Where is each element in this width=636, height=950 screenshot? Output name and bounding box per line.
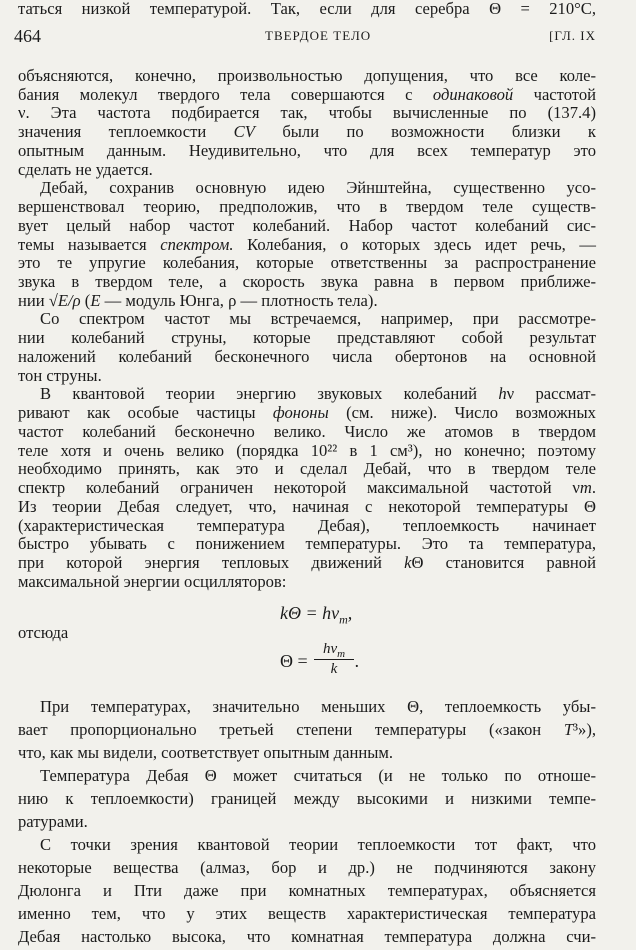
fraction-numerator: $h\nu_m$ — [322, 641, 346, 660]
text-line: что, как мы видели, соответствует опытным данным. — [18, 743, 394, 762]
text-line: быстро убывать с понижением температуры. Это та температура, — [18, 534, 596, 554]
italic-fragment: k — [404, 552, 412, 572]
text-line: ν. Эта частота подбирается так, чтобы вычисленные по (137.4) — [18, 103, 596, 123]
text-line: (характеристическая температура Дебая), теплоемкость начинает — [18, 515, 596, 535]
text-line: вает пропорционально третьей степени температуры («закон T³»), — [18, 720, 596, 739]
italic-fragment: E/ρ — [57, 290, 81, 310]
text-line: Из теории Дебая следует, что, начиная с некоторой температуры Θ — [18, 496, 596, 516]
text-line: звука в твердом теле, а скорость звука равна в первом приближе- — [18, 272, 596, 292]
text-line: тон струны. — [18, 365, 102, 385]
text-line: опытным данным. Неудивительно, что для всех температур это — [18, 140, 596, 160]
text-line: нию к теплоемкости) границей между высокими и низкими темпе- — [18, 789, 596, 808]
italic-fragment: C — [233, 122, 245, 142]
text-line: теле хотя и очень велико (порядка 10²² в 1 см³), но конечно; поэтому — [18, 440, 596, 460]
text-line: ривают как особые частицы фононы (см. ниже). Число возможных — [18, 403, 596, 423]
text-line: именно тем, что у этих веществ характеристическая температура — [18, 904, 596, 923]
text-line: сделать не удается. — [18, 159, 153, 179]
text-line: Со спектром частот мы встречаемся, например, при рассмотре- — [40, 309, 596, 329]
text-line: С точки зрения квантовой теории теплоемкости тот факт, что — [40, 835, 596, 854]
text-line: Дебай, сохранив основную идею Эйнштейна, существенно усо- — [40, 178, 596, 198]
text-line: максимальной энергии осцилляторов: — [18, 571, 287, 591]
text-line: нии колебаний струны, которые представляют собой результат — [18, 328, 596, 348]
equation-subscript: m — [339, 612, 348, 627]
chapter-label: [ГЛ. IX — [549, 28, 596, 43]
text-line: темы называется спектром. Колебания, о которых здесь идет речь, — — [18, 234, 596, 254]
text-line: спектр колебаний ограничен некоторой максимальной частотой νm. — [18, 478, 596, 498]
italic-fragment: h — [498, 384, 507, 404]
text-line: необходимо принять, как это и сделал Дебай, что в твердом теле — [18, 459, 596, 479]
text-line: вершенствовал теорию, предположив, что в твердом теле существ- — [18, 197, 596, 217]
text-line: вует целый набор частот колебаний. Набор частот колебаний сис- — [18, 215, 596, 235]
fraction-denominator: k — [330, 661, 338, 677]
text-line: нии √E/ρ (E — модуль Юнга, ρ — плотность тела). — [18, 290, 378, 310]
text-line: частот колебаний бесконечно велико. Число же атомов в твердом — [18, 421, 596, 441]
italic-fragment: E — [90, 290, 101, 310]
equation-subscript: m — [337, 648, 346, 660]
text-line: При температурах, значительно меньших Θ, теплоемкость убы- — [40, 697, 596, 716]
page-number: 464 — [14, 26, 41, 46]
text-line: некоторые вещества (алмаз, бор и др.) не подчиняются закону — [18, 858, 596, 877]
equation-fraction — [314, 640, 354, 678]
equation-energy: $k\Theta = h\nu_m$, — [280, 603, 353, 627]
text-line: при которой энергия тепловых движений kΘ становится равной — [18, 552, 596, 572]
italic-fragment: спектром. — [160, 234, 234, 254]
text-line: объясняются, конечно, произвольностью допущения, что все коле- — [18, 66, 596, 85]
equation-theta-lhs: Θ = — [280, 651, 308, 671]
text-line: это те упругие колебания, которые ответственны за распространение — [18, 253, 596, 273]
text-line: Дюлонга и Пти даже при комнатных температурах, объясняется — [18, 881, 596, 900]
text-line: таться низкой температурой. Так, если для серебра Θ = 210°C, — [18, 0, 596, 18]
italic-fragment: фононы — [272, 403, 329, 423]
running-title: ТВЕРДОЕ ТЕЛО — [265, 28, 372, 43]
text-line: ратурами. — [18, 812, 88, 831]
page-header — [14, 26, 596, 46]
word-otsyuda: отсюда — [18, 623, 69, 642]
italic-fragment: V — [244, 122, 255, 142]
equation-period: . — [355, 651, 360, 671]
text-line: значения теплоемкости CV были по возможности близки к — [18, 122, 596, 142]
text-line: Температура Дебая Θ может считаться (и не только по отноше- — [40, 766, 596, 785]
text-line: Дебая настолько высока, что комнатная температура должна счи- — [18, 927, 596, 946]
text-line: В квантовой теории энергию звуковых колебаний hν рассмат- — [40, 384, 596, 404]
text-line: наложений колебаний бесконечного числа обертонов на основной — [18, 346, 596, 366]
italic-fragment: m — [579, 478, 592, 498]
italic-fragment: одинаковой — [432, 84, 514, 104]
text-line: бания молекул твердого тела совершаются с одинаковой частотой — [18, 84, 596, 104]
italic-fragment: T — [563, 720, 574, 739]
